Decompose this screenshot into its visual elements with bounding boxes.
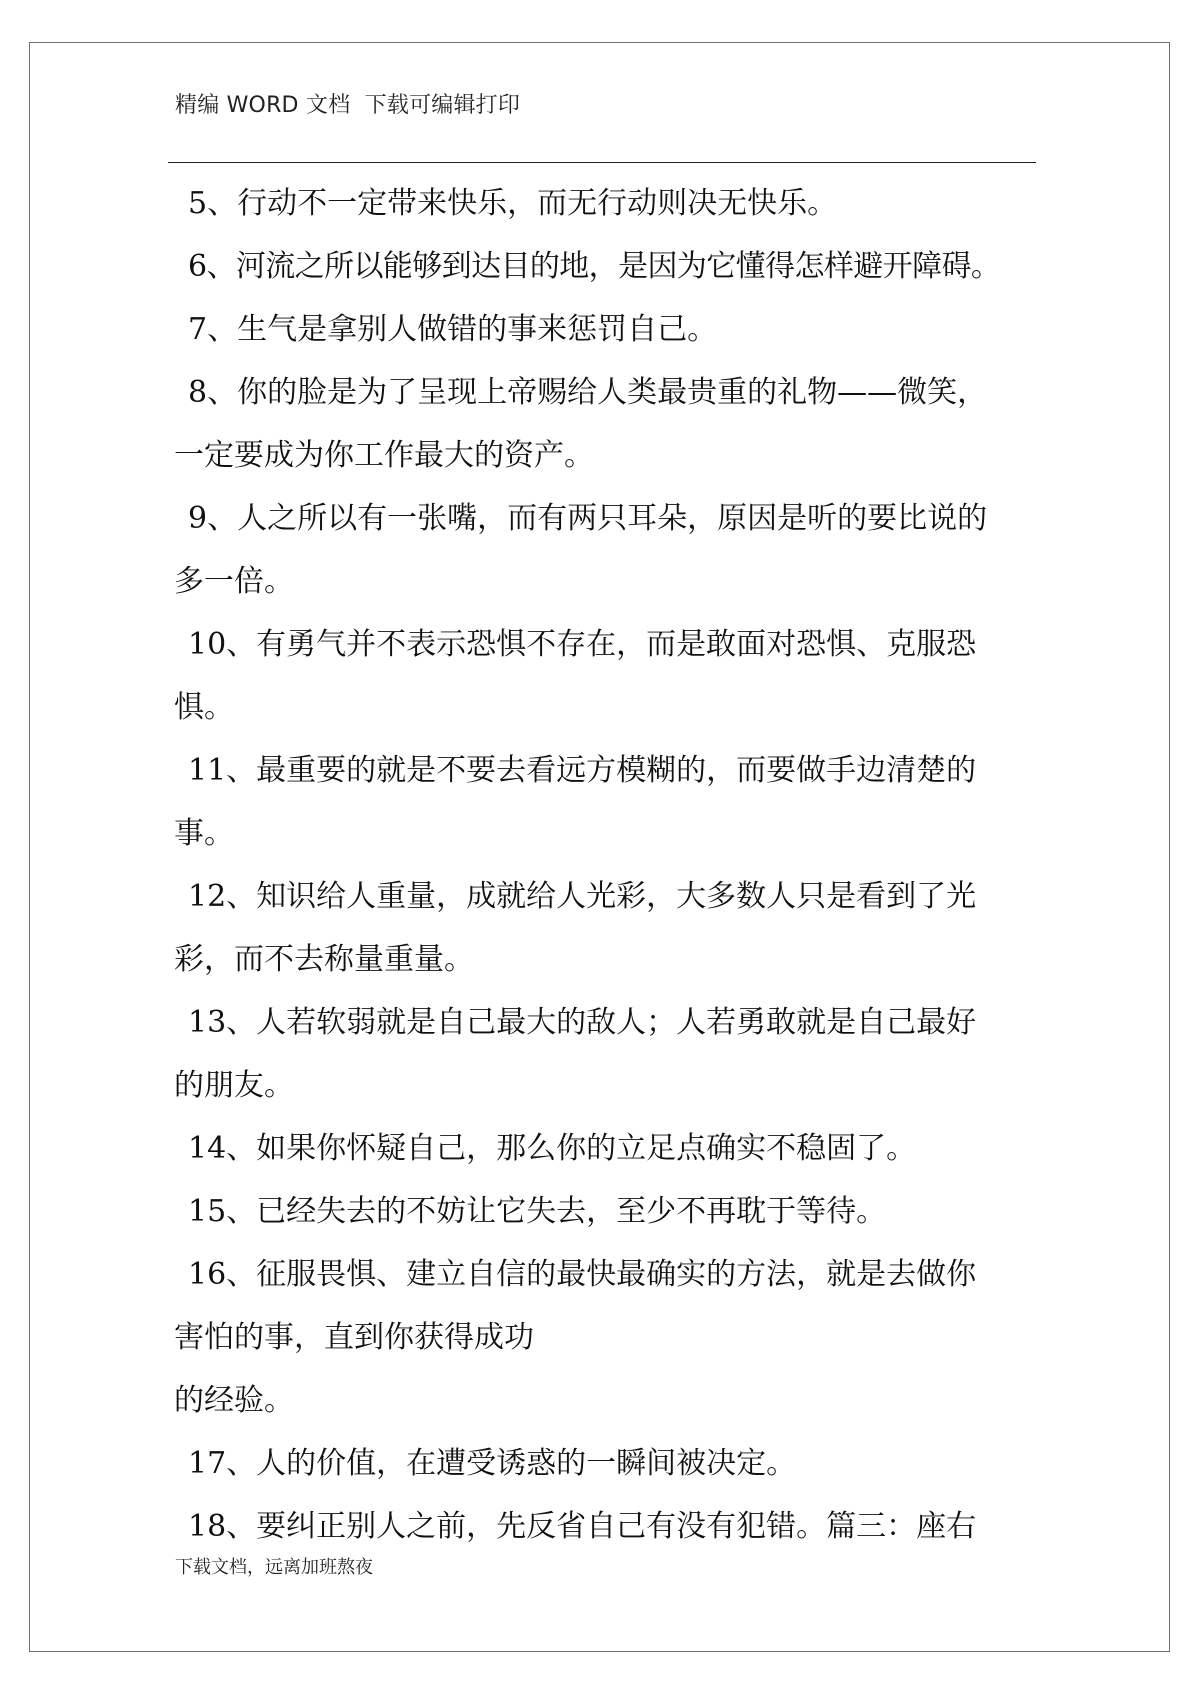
paragraph-7 (174, 298, 1044, 361)
paragraph-16 (174, 1243, 1044, 1432)
paragraph-5 (174, 172, 1044, 235)
paragraph-line: 10、有勇气并不表示恐惧不存在，而是敢面对恐惧、克服恐 (188, 627, 977, 662)
paragraph-line: 多一倍。 (174, 564, 294, 599)
paragraph-line: 的经验。 (174, 1383, 294, 1418)
paragraph-line: 一定要成为你工作最大的资产。 (174, 438, 594, 473)
paragraph-line: 15、已经失去的不妨让它失去，至少不再耽于等待。 (188, 1194, 887, 1229)
paragraph-line: 彩，而不去称量重量。 (174, 942, 474, 977)
paragraph-line: 惧。 (174, 690, 234, 725)
paragraph-14 (174, 1117, 1044, 1180)
paragraph-line: 9、人之所以有一张嘴，而有两只耳朵，原因是听的要比说的 (188, 501, 988, 536)
paragraph-8 (174, 361, 1044, 487)
paragraph-12 (174, 865, 1044, 991)
paragraph-line: 害怕的事，直到你获得成功 (174, 1320, 534, 1355)
paragraph-line: 12、知识给人重量，成就给人光彩，大多数人只是看到了光 (188, 879, 977, 914)
header-text: 精编 WORD 文档 下载可编辑打印 (175, 93, 521, 118)
paragraph-13 (174, 991, 1044, 1117)
paragraph-line: 8、你的脸是为了呈现上帝赐给人类最贵重的礼物——微笑， (188, 375, 988, 410)
header-divider (168, 162, 1036, 163)
paragraph-line: 17、人的价值，在遭受诱惑的一瞬间被决定。 (188, 1446, 797, 1481)
paragraph-11 (174, 739, 1044, 865)
paragraph-line: 7、生气是拿别人做错的事来惩罚自己。 (188, 312, 718, 347)
paragraph-18 (174, 1495, 1044, 1558)
paragraph-line: 13、人若软弱就是自己最大的敌人；人若勇敢就是自己最好 (188, 1005, 977, 1040)
paragraph-line: 6、河流之所以能够到达目的地，是因为它懂得怎样避开障碍。 (188, 249, 1001, 284)
paragraph-9 (174, 487, 1044, 613)
paragraph-line: 16、征服畏惧、建立自信的最快最确实的方法，就是去做你 (188, 1257, 977, 1292)
paragraph-6 (174, 235, 1044, 298)
paragraph-15 (174, 1180, 1044, 1243)
paragraph-17 (174, 1432, 1044, 1495)
paragraph-line: 的朋友。 (174, 1068, 294, 1103)
paragraph-line: 14、如果你怀疑自己，那么你的立足点确实不稳固了。 (188, 1131, 917, 1166)
paragraph-line: 18、要纠正别人之前，先反省自己有没有犯错。篇三：座右 (188, 1509, 977, 1544)
paragraph-line: 11、最重要的就是不要去看远方模糊的，而要做手边清楚的 (188, 753, 977, 788)
footer-text: 下载文档，远离加班熬夜 (175, 1557, 373, 1578)
document-body (174, 172, 1044, 1558)
paragraph-line: 事。 (174, 816, 234, 851)
paragraph-10 (174, 613, 1044, 739)
paragraph-line: 5、行动不一定带来快乐，而无行动则决无快乐。 (188, 186, 838, 221)
